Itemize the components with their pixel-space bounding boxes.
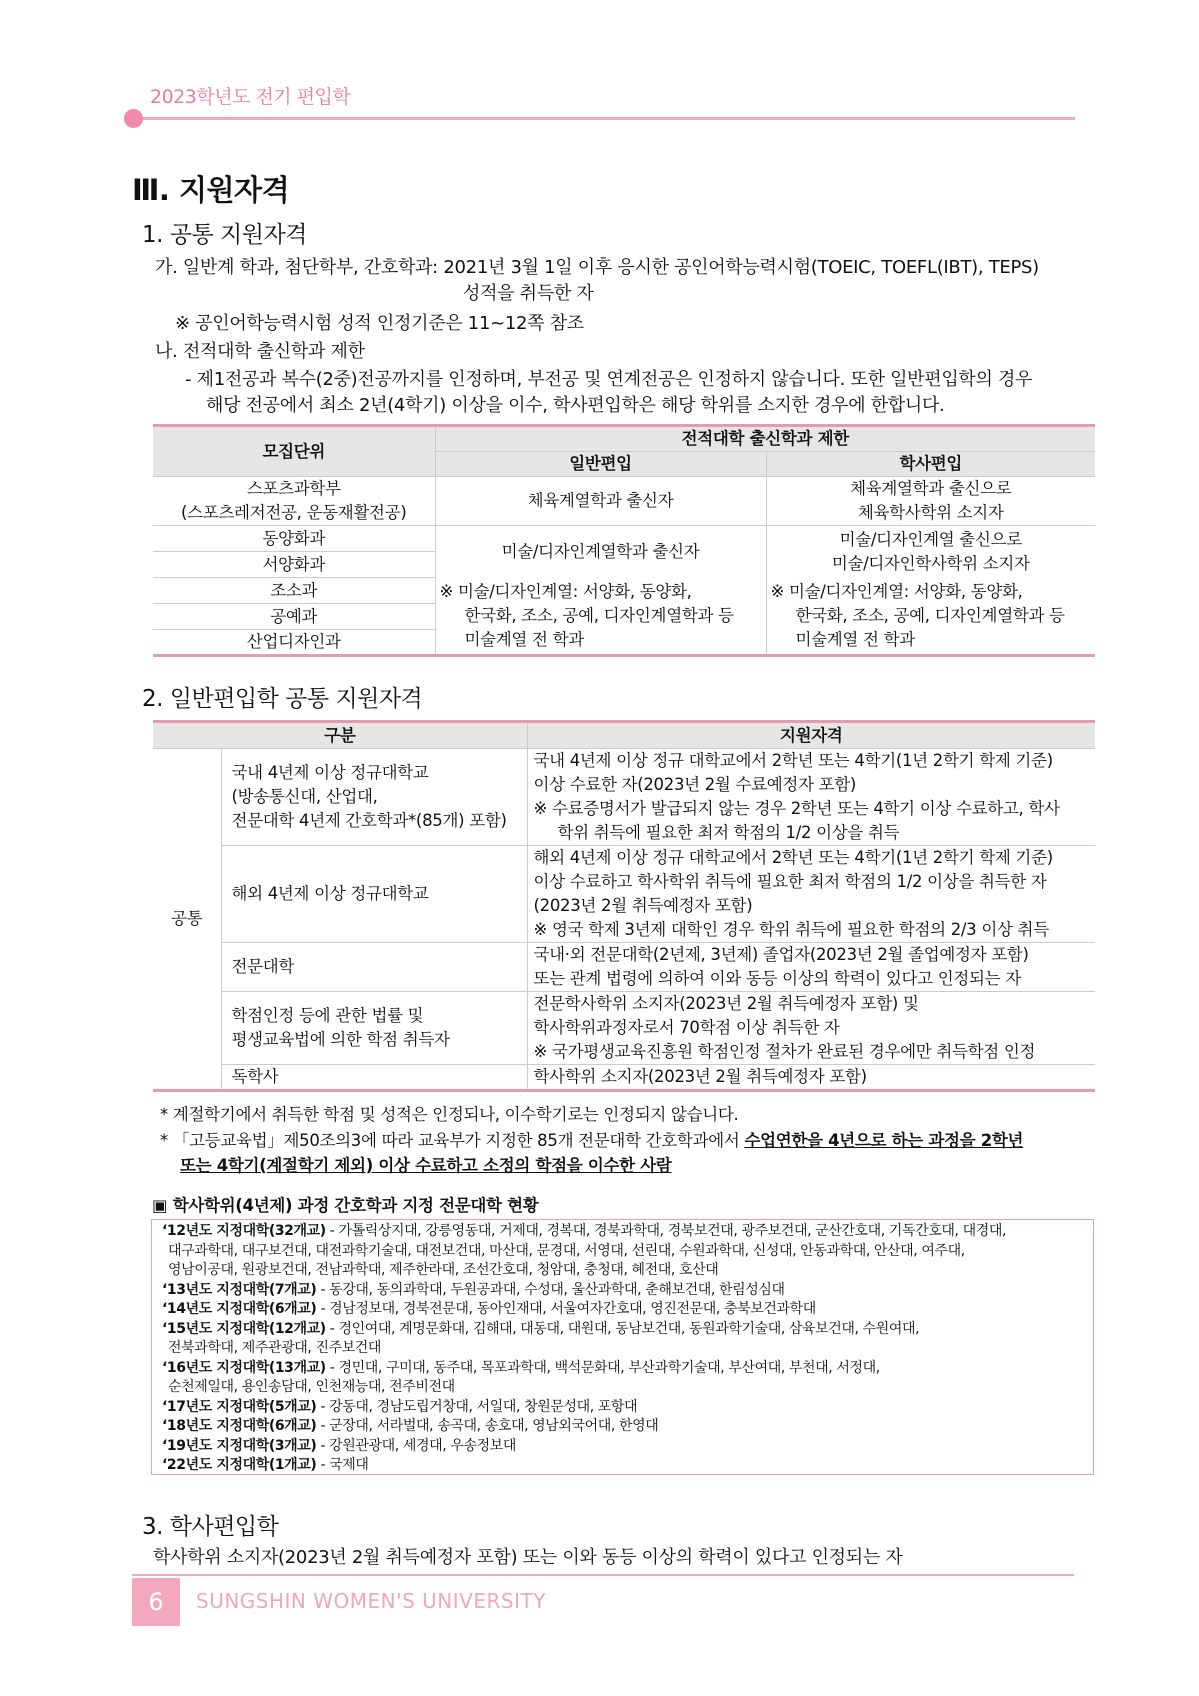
qualification-junior-college: 국내·외 전문대학(2년제, 3년제) 졸업자(2023년 2월 졸업예정자 포함) 또는 관계 법령에 의하여 이와 동등 이상의 학력이 있다고 인정되는 자 bbox=[527, 943, 1095, 992]
header-major-restriction: 전적대학 출신학과 제한 bbox=[435, 426, 1095, 452]
section-title: Ⅲ. 지원자격 bbox=[132, 173, 290, 207]
footer-university-name: SUNGSHIN WOMEN'S UNIVERSITY bbox=[196, 1589, 546, 1613]
nursing-line: ‘18년도 지정대학(6개교) - 군장대, 서라벌대, 송곡대, 송호대, 영남외국어대, 한영대 bbox=[162, 1418, 659, 1434]
qualification-a-line2: 성적을 취득한 자 bbox=[463, 283, 594, 304]
header-rule bbox=[132, 117, 1075, 120]
nursing-line: ‘14년도 지정대학(6개교) - 경남정보대, 경북전문대, 동아인재대, 서울여자간호대, 영진전문대, 충북보건과학대 bbox=[162, 1301, 816, 1317]
unit-industrial-design: 산업디자인과 bbox=[153, 630, 435, 656]
category-self-study: 독학사 bbox=[221, 1065, 527, 1091]
unit-western-painting: 서양화과 bbox=[153, 552, 435, 578]
qualification-b-line1: - 제1전공과 복수(2중)전공까지를 인정하며, 부전공 및 연계전공은 인정하지 않습니다. 또한 일반편입학의 경우 bbox=[185, 369, 1033, 390]
qualification-credit-bank: 전문학사학위 소지자(2023년 2월 취득예정자 포함) 및 학사학위과정자로서 70학점 이상 취득한 자 ※ 국가평생교육진흥원 학점인정 절차가 완료된 경우에만 취득학점 인정 bbox=[527, 992, 1095, 1065]
nursing-colleges-title: ▣ 학사학위(4년제) 과정 간호학과 지정 전문대학 현황 bbox=[152, 1196, 539, 1215]
sports-general-cell: 체육계열학과 출신자 bbox=[435, 477, 766, 526]
footnote-seasonal: * 계절학기에서 취득한 학점 및 성적은 인정되나, 이수학기로는 인정되지 않습니다. bbox=[160, 1105, 739, 1124]
footer-rule bbox=[132, 1574, 1074, 1576]
nursing-line: ‘13년도 지정대학(7개교) - 동강대, 동의과학대, 두원공과대, 수성대, 울산과학대, 춘해보건대, 한림성심대 bbox=[162, 1281, 785, 1298]
header-general-transfer: 일반편입 bbox=[435, 452, 766, 477]
nursing-line: 순천제일대, 용인송담대, 인천재능대, 전주비전대 bbox=[168, 1379, 455, 1395]
qualification-b-title: 나. 전적대학 출신학과 제한 bbox=[155, 341, 365, 362]
art-general-note: ※ 미술/디자인계열: 서양화, 동양화, 한국화, 조소, 공예, 디자인계열학과 등 미술계열 전 학과 bbox=[435, 578, 766, 656]
nursing-line: ‘22년도 지정대학(1개교) - 국제대 bbox=[162, 1457, 369, 1473]
header-bachelor-transfer: 학사편입 bbox=[766, 452, 1095, 477]
major-restriction-table bbox=[153, 424, 1095, 657]
subsection-1-title: 1. 공통 지원자격 bbox=[142, 222, 307, 248]
unit-crafts: 공예과 bbox=[153, 604, 435, 630]
art-bachelor-note: ※ 미술/디자인계열: 서양화, 동양화, 한국화, 조소, 공예, 디자인계열학과 등 미술계열 전 학과 bbox=[766, 578, 1095, 656]
nursing-colleges-box bbox=[151, 1219, 1094, 1475]
header-qualification: 지원자격 bbox=[527, 722, 1095, 749]
category-overseas-univ: 해외 4년제 이상 정규대학교 bbox=[221, 846, 527, 943]
header-division: 구분 bbox=[153, 722, 527, 749]
category-credit-bank: 학점인정 등에 관한 법률 및 평생교육법에 의한 학점 취득자 bbox=[221, 992, 527, 1065]
footnote-nursing-line2: 또는 4학기(계절학기 제외) 이상 수료하고 소정의 학점을 이수한 사람 bbox=[180, 1156, 672, 1175]
footnote-nursing-line1: * 「고등교육법」제50조의3에 따라 교육부가 지정한 85개 전문대학 간호학과에서 수업연한을 4년으로 하는 과정을 2학년 bbox=[160, 1131, 1024, 1150]
bachelor-transfer-qualification: 학사학위 소지자(2023년 2월 취득예정자 포함) 또는 이와 동등 이상의 학력이 있다고 인정되는 자 bbox=[153, 1547, 903, 1568]
qualification-a-line1: 가. 일반계 학과, 첨단학부, 간호학과: 2021년 3월 1일 이후 응시한 공인어학능력시험(TOEIC, TOEFL(IBT), TEPS) bbox=[155, 257, 1039, 278]
unit-sculpture: 조소과 bbox=[153, 578, 435, 604]
nursing-line: 전북과학대, 제주관광대, 진주보건대 bbox=[168, 1340, 382, 1356]
unit-sports: 스포츠과학부 (스포츠레저전공, 운동재활전공) bbox=[153, 477, 435, 526]
category-junior-college: 전문대학 bbox=[221, 943, 527, 992]
common-label: 공통 bbox=[153, 749, 221, 1091]
category-domestic-univ: 국내 4년제 이상 정규대학교 (방송통신대, 산업대, 전문대학 4년제 간호학과*(85개) 포함) bbox=[221, 749, 527, 846]
nursing-line: 대구과학대, 대구보건대, 대전과학기술대, 대전보건대, 마산대, 문경대, 서영대, 선린대, 수원과학대, 신성대, 안동과학대, 안산대, 여주대, bbox=[168, 1242, 965, 1259]
page-number: 6 bbox=[132, 1578, 180, 1626]
qualification-self-study: 학사학위 소지자(2023년 2월 취득예정자 포함) bbox=[527, 1065, 1095, 1091]
nursing-line: 영남이공대, 원광보건대, 전남과학대, 제주한라대, 조선간호대, 청암대, 충청대, 혜전대, 호산대 bbox=[168, 1262, 719, 1278]
nursing-line: ‘17년도 지정대학(5개교) - 강동대, 경남도립거창대, 서일대, 창원문성대, 포항대 bbox=[162, 1398, 638, 1415]
qualification-domestic-univ: 국내 4년제 이상 정규 대학교에서 2학년 또는 4학기(1년 2학기 학제 기준) 이상 수료한 자(2023년 2월 수료예정자 포함) ※ 수료증명서가 발급되지 않는 경우 2학년 또는 4학기 이상 수료하고, 학사 학위 취득에 필요한 최저 학점의 1/2 이상을 취득 bbox=[527, 749, 1095, 846]
qualification-a-note: ※ 공인어학능력시험 성적 인정기준은 11~12쪽 참조 bbox=[175, 313, 584, 334]
header-bullet-dot bbox=[124, 109, 143, 128]
nursing-line: ‘15년도 지정대학(12개교) - 경인여대, 계명문화대, 김해대, 대동대, 대원대, 동남보건대, 동원과학기술대, 삼육보건대, 수원여대, bbox=[162, 1320, 920, 1337]
unit-oriental-painting: 동양화과 bbox=[153, 526, 435, 552]
header-recruit-unit: 모집단위 bbox=[153, 426, 435, 477]
qualification-b-line2: 해당 전공에서 최소 2년(4학기) 이상을 이수, 학사편입학은 해당 학위를 소지한 경우에 한합니다. bbox=[206, 395, 945, 416]
subsection-2-title: 2. 일반편입학 공통 지원자격 bbox=[142, 686, 423, 712]
nursing-line: ‘12년도 지정대학(32개교) - 가톨릭상지대, 강릉영동대, 거제대, 경복대, 경북과학대, 경북보건대, 광주보건대, 군산간호대, 기독간호대, 대경대, bbox=[162, 1223, 1007, 1239]
qualification-overseas-univ: 해외 4년제 이상 정규 대학교에서 2학년 또는 4학기(1년 2학기 학제 기준) 이상 수료하고 학사학위 취득에 필요한 최저 학점의 1/2 이상을 취득한 자 (2023년 2월 취득예정자 포함) ※ 영국 학제 3년제 대학인 경우 학위 취득에 필요한 학점의 2/3 이상 취득 bbox=[527, 846, 1095, 943]
art-general-cell: 미술/디자인계열학과 출신자 bbox=[435, 526, 766, 578]
sports-bachelor-cell: 체육계열학과 출신으로 체육학사학위 소지자 bbox=[766, 477, 1095, 526]
running-header-title: 2023학년도 전기 편입학 bbox=[150, 86, 351, 108]
nursing-line: ‘19년도 지정대학(3개교) - 강원관광대, 세경대, 우송정보대 bbox=[162, 1437, 516, 1454]
subsection-3-title: 3. 학사편입학 bbox=[142, 1514, 279, 1540]
general-qualification-table bbox=[153, 720, 1095, 1092]
nursing-line: ‘16년도 지정대학(13개교) - 경민대, 구미대, 동주대, 목포과학대, 백석문화대, 부산과학기술대, 부산여대, 부천대, 서정대, bbox=[162, 1359, 880, 1376]
art-bachelor-cell: 미술/디자인계열 출신으로 미술/디자인학사학위 소지자 bbox=[766, 526, 1095, 578]
